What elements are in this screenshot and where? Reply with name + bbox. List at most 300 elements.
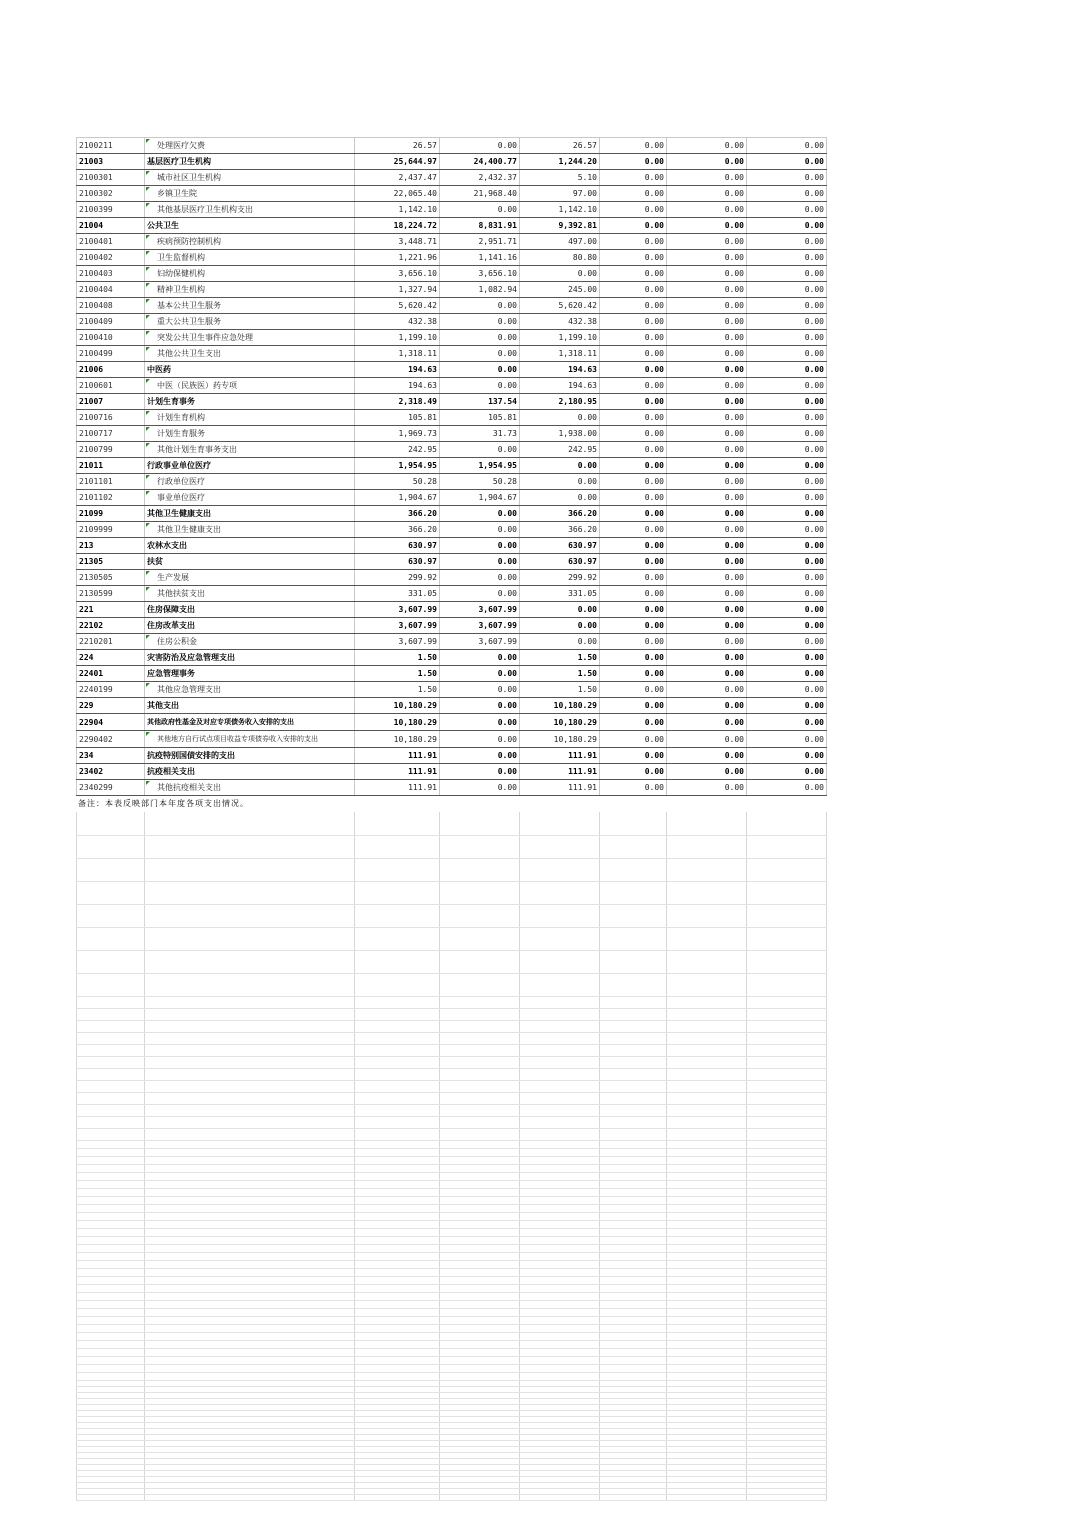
empty-cell[interactable] xyxy=(747,1068,827,1080)
subject-code-cell[interactable]: 21011 xyxy=(77,458,145,474)
empty-cell[interactable] xyxy=(667,1180,747,1188)
empty-cell[interactable] xyxy=(355,1172,440,1180)
empty-cell[interactable] xyxy=(145,1292,355,1300)
amount-cell[interactable]: 0.00 xyxy=(600,748,667,764)
empty-cell[interactable] xyxy=(145,1212,355,1220)
amount-cell[interactable]: 0.00 xyxy=(520,602,600,618)
empty-cell[interactable] xyxy=(145,1324,355,1332)
empty-cell[interactable] xyxy=(145,1140,355,1148)
empty-cell[interactable] xyxy=(747,1244,827,1252)
empty-cell[interactable] xyxy=(77,1300,145,1308)
amount-cell[interactable]: 0.00 xyxy=(747,138,827,154)
subject-code-cell[interactable]: 2100410 xyxy=(77,330,145,346)
empty-cell[interactable] xyxy=(520,1080,600,1092)
amount-cell[interactable]: 0.00 xyxy=(747,346,827,362)
amount-cell[interactable]: 0.00 xyxy=(747,218,827,234)
empty-cell[interactable] xyxy=(667,1156,747,1164)
empty-cell[interactable] xyxy=(355,1332,440,1340)
empty-cell[interactable] xyxy=(440,1348,520,1356)
empty-cell[interactable] xyxy=(355,1020,440,1032)
empty-cell[interactable] xyxy=(600,1212,667,1220)
subject-name-cell[interactable] xyxy=(145,282,355,298)
empty-cell[interactable] xyxy=(77,881,145,904)
empty-cell[interactable] xyxy=(440,1044,520,1056)
empty-cell[interactable] xyxy=(77,1372,145,1380)
amount-cell[interactable]: 0.00 xyxy=(600,666,667,682)
empty-cell[interactable] xyxy=(440,1056,520,1068)
amount-cell[interactable]: 0.00 xyxy=(600,250,667,266)
empty-cell[interactable] xyxy=(520,973,600,996)
empty-cell[interactable] xyxy=(520,1020,600,1032)
amount-cell[interactable]: 0.00 xyxy=(600,650,667,666)
amount-cell[interactable]: 0.00 xyxy=(440,202,520,218)
amount-cell[interactable]: 0.00 xyxy=(600,314,667,330)
empty-cell[interactable] xyxy=(747,1156,827,1164)
subject-name-cell[interactable] xyxy=(145,554,355,570)
empty-cell[interactable] xyxy=(145,1260,355,1268)
amount-cell[interactable]: 0.00 xyxy=(440,538,520,554)
amount-cell[interactable]: 366.20 xyxy=(355,506,440,522)
empty-cell[interactable] xyxy=(667,1356,747,1364)
empty-cell[interactable] xyxy=(520,1204,600,1212)
empty-cell[interactable] xyxy=(440,1284,520,1292)
empty-cell[interactable] xyxy=(440,996,520,1008)
amount-cell[interactable]: 2,437.47 xyxy=(355,170,440,186)
empty-cell[interactable] xyxy=(77,1032,145,1044)
empty-cell[interactable] xyxy=(747,996,827,1008)
empty-cell[interactable] xyxy=(355,812,440,835)
amount-cell[interactable]: 0.00 xyxy=(667,202,747,218)
empty-cell[interactable] xyxy=(667,1056,747,1068)
amount-cell[interactable]: 630.97 xyxy=(520,538,600,554)
empty-cell[interactable] xyxy=(355,1104,440,1116)
empty-cell[interactable] xyxy=(77,1092,145,1104)
empty-cell[interactable] xyxy=(440,1268,520,1276)
subject-code-cell[interactable]: 2240199 xyxy=(77,682,145,698)
subject-name-cell[interactable] xyxy=(145,538,355,554)
empty-cell[interactable] xyxy=(747,1172,827,1180)
amount-cell[interactable]: 1,904.67 xyxy=(440,490,520,506)
empty-cell[interactable] xyxy=(747,1148,827,1156)
amount-cell[interactable]: 105.81 xyxy=(355,410,440,426)
empty-cell[interactable] xyxy=(520,1188,600,1196)
empty-cell[interactable] xyxy=(440,1220,520,1228)
empty-cell[interactable] xyxy=(145,1172,355,1180)
empty-cell[interactable] xyxy=(440,1340,520,1348)
empty-cell[interactable] xyxy=(145,1080,355,1092)
empty-cell[interactable] xyxy=(77,904,145,927)
amount-cell[interactable]: 0.00 xyxy=(667,234,747,250)
empty-cell[interactable] xyxy=(355,1180,440,1188)
empty-cell[interactable] xyxy=(600,1236,667,1244)
amount-cell[interactable]: 0.00 xyxy=(667,218,747,234)
amount-cell[interactable]: 0.00 xyxy=(747,682,827,698)
subject-code-cell[interactable]: 2340299 xyxy=(77,780,145,796)
amount-cell[interactable]: 1,142.10 xyxy=(520,202,600,218)
subject-name-cell[interactable] xyxy=(145,780,355,796)
empty-cell[interactable] xyxy=(520,1308,600,1316)
amount-cell[interactable]: 0.00 xyxy=(747,618,827,634)
empty-cell[interactable] xyxy=(600,1348,667,1356)
amount-cell[interactable]: 1,244.20 xyxy=(520,154,600,170)
empty-cell[interactable] xyxy=(145,1332,355,1340)
empty-cell[interactable] xyxy=(355,1092,440,1104)
amount-cell[interactable]: 242.95 xyxy=(355,442,440,458)
amount-cell[interactable]: 0.00 xyxy=(747,298,827,314)
empty-cell[interactable] xyxy=(77,1056,145,1068)
subject-name-cell[interactable] xyxy=(145,522,355,538)
amount-cell[interactable]: 242.95 xyxy=(520,442,600,458)
empty-cell[interactable] xyxy=(145,1316,355,1324)
empty-cell[interactable] xyxy=(600,812,667,835)
empty-cell[interactable] xyxy=(600,1292,667,1300)
empty-cell[interactable] xyxy=(355,1316,440,1324)
empty-cell[interactable] xyxy=(667,1172,747,1180)
empty-cell[interactable] xyxy=(355,1268,440,1276)
empty-cell[interactable] xyxy=(355,950,440,973)
amount-cell[interactable]: 8,831.91 xyxy=(440,218,520,234)
amount-cell[interactable]: 1,954.95 xyxy=(355,458,440,474)
amount-cell[interactable]: 1.50 xyxy=(520,682,600,698)
amount-cell[interactable]: 245.00 xyxy=(520,282,600,298)
empty-cell[interactable] xyxy=(667,950,747,973)
empty-cell[interactable] xyxy=(520,1172,600,1180)
empty-cell[interactable] xyxy=(667,1252,747,1260)
amount-cell[interactable]: 0.00 xyxy=(600,330,667,346)
empty-cell[interactable] xyxy=(520,1494,600,1500)
empty-cell[interactable] xyxy=(747,1228,827,1236)
empty-cell[interactable] xyxy=(747,1092,827,1104)
empty-cell[interactable] xyxy=(520,1316,600,1324)
empty-cell[interactable] xyxy=(440,1364,520,1372)
amount-cell[interactable]: 5,620.42 xyxy=(520,298,600,314)
empty-cell[interactable] xyxy=(145,881,355,904)
amount-cell[interactable]: 0.00 xyxy=(747,554,827,570)
amount-cell[interactable]: 0.00 xyxy=(440,346,520,362)
subject-name-cell[interactable] xyxy=(145,570,355,586)
subject-name-cell[interactable] xyxy=(145,314,355,330)
amount-cell[interactable]: 0.00 xyxy=(747,442,827,458)
empty-cell[interactable] xyxy=(355,1276,440,1284)
empty-cell[interactable] xyxy=(355,1196,440,1204)
empty-cell[interactable] xyxy=(520,1196,600,1204)
empty-cell[interactable] xyxy=(355,1128,440,1140)
empty-cell[interactable] xyxy=(440,881,520,904)
amount-cell[interactable]: 25,644.97 xyxy=(355,154,440,170)
empty-cell[interactable] xyxy=(355,1292,440,1300)
empty-cell[interactable] xyxy=(77,1268,145,1276)
empty-cell[interactable] xyxy=(520,1092,600,1104)
empty-cell[interactable] xyxy=(667,881,747,904)
amount-cell[interactable]: 3,607.99 xyxy=(355,618,440,634)
amount-cell[interactable]: 0.00 xyxy=(600,170,667,186)
amount-cell[interactable]: 0.00 xyxy=(667,650,747,666)
empty-cell[interactable] xyxy=(747,1252,827,1260)
subject-code-cell[interactable]: 2100499 xyxy=(77,346,145,362)
empty-cell[interactable] xyxy=(145,1032,355,1044)
empty-cell[interactable] xyxy=(145,1116,355,1128)
amount-cell[interactable]: 0.00 xyxy=(747,170,827,186)
amount-cell[interactable]: 0.00 xyxy=(747,474,827,490)
empty-cell[interactable] xyxy=(77,1148,145,1156)
subject-name-cell[interactable] xyxy=(145,490,355,506)
empty-cell[interactable] xyxy=(667,1364,747,1372)
empty-cell[interactable] xyxy=(747,1032,827,1044)
empty-cell[interactable] xyxy=(747,1316,827,1324)
amount-cell[interactable]: 0.00 xyxy=(440,506,520,522)
empty-cell[interactable] xyxy=(77,1356,145,1364)
empty-cell[interactable] xyxy=(667,1032,747,1044)
amount-cell[interactable]: 0.00 xyxy=(667,330,747,346)
empty-cell[interactable] xyxy=(145,1148,355,1156)
amount-cell[interactable]: 10,180.29 xyxy=(355,698,440,714)
empty-cell[interactable] xyxy=(747,1056,827,1068)
empty-cell[interactable] xyxy=(520,1364,600,1372)
subject-code-cell[interactable]: 2100399 xyxy=(77,202,145,218)
subject-code-cell[interactable]: 22401 xyxy=(77,666,145,682)
empty-cell[interactable] xyxy=(77,1494,145,1500)
empty-cell[interactable] xyxy=(600,858,667,881)
amount-cell[interactable]: 0.00 xyxy=(747,394,827,410)
amount-cell[interactable]: 0.00 xyxy=(440,650,520,666)
amount-cell[interactable]: 0.00 xyxy=(667,748,747,764)
empty-cell[interactable] xyxy=(667,1008,747,1020)
amount-cell[interactable]: 0.00 xyxy=(520,618,600,634)
amount-cell[interactable]: 0.00 xyxy=(600,458,667,474)
empty-cell[interactable] xyxy=(520,1372,600,1380)
empty-cell[interactable] xyxy=(747,1220,827,1228)
empty-cell[interactable] xyxy=(145,996,355,1008)
amount-cell[interactable]: 0.00 xyxy=(600,714,667,731)
subject-code-cell[interactable]: 22102 xyxy=(77,618,145,634)
amount-cell[interactable]: 0.00 xyxy=(600,138,667,154)
empty-cell[interactable] xyxy=(747,1116,827,1128)
empty-cell[interactable] xyxy=(355,1116,440,1128)
empty-cell[interactable] xyxy=(747,812,827,835)
empty-cell[interactable] xyxy=(520,1324,600,1332)
empty-cell[interactable] xyxy=(520,1104,600,1116)
amount-cell[interactable]: 0.00 xyxy=(600,346,667,362)
empty-cell[interactable] xyxy=(520,1228,600,1236)
empty-cell[interactable] xyxy=(145,1020,355,1032)
amount-cell[interactable]: 111.91 xyxy=(520,780,600,796)
empty-cell[interactable] xyxy=(747,1268,827,1276)
amount-cell[interactable]: 630.97 xyxy=(355,554,440,570)
amount-cell[interactable]: 0.00 xyxy=(747,714,827,731)
subject-name-cell[interactable] xyxy=(145,218,355,234)
empty-cell[interactable] xyxy=(440,1156,520,1164)
amount-cell[interactable]: 0.00 xyxy=(747,234,827,250)
subject-name-cell[interactable] xyxy=(145,186,355,202)
amount-cell[interactable]: 630.97 xyxy=(520,554,600,570)
empty-cell[interactable] xyxy=(600,1020,667,1032)
empty-cell[interactable] xyxy=(77,1316,145,1324)
empty-cell[interactable] xyxy=(600,1180,667,1188)
empty-cell[interactable] xyxy=(667,1196,747,1204)
subject-name-cell[interactable] xyxy=(145,586,355,602)
amount-cell[interactable]: 0.00 xyxy=(600,522,667,538)
amount-cell[interactable]: 97.00 xyxy=(520,186,600,202)
empty-cell[interactable] xyxy=(77,1340,145,1348)
empty-cell[interactable] xyxy=(77,1156,145,1164)
empty-cell[interactable] xyxy=(355,858,440,881)
empty-cell[interactable] xyxy=(600,1494,667,1500)
empty-cell[interactable] xyxy=(440,1164,520,1172)
subject-code-cell[interactable]: 2100401 xyxy=(77,234,145,250)
empty-cell[interactable] xyxy=(667,1236,747,1244)
subject-code-cell[interactable]: 21099 xyxy=(77,506,145,522)
amount-cell[interactable]: 0.00 xyxy=(600,554,667,570)
empty-cell[interactable] xyxy=(600,927,667,950)
amount-cell[interactable]: 0.00 xyxy=(600,780,667,796)
empty-cell[interactable] xyxy=(600,1316,667,1324)
amount-cell[interactable]: 0.00 xyxy=(600,298,667,314)
empty-cell[interactable] xyxy=(600,996,667,1008)
empty-cell[interactable] xyxy=(667,1268,747,1276)
amount-cell[interactable]: 0.00 xyxy=(440,554,520,570)
empty-cell[interactable] xyxy=(747,1164,827,1172)
amount-cell[interactable]: 331.05 xyxy=(355,586,440,602)
amount-cell[interactable]: 0.00 xyxy=(747,330,827,346)
amount-cell[interactable]: 111.91 xyxy=(520,748,600,764)
empty-cell[interactable] xyxy=(355,1364,440,1372)
empty-cell[interactable] xyxy=(440,904,520,927)
empty-cell[interactable] xyxy=(520,1056,600,1068)
empty-cell[interactable] xyxy=(600,1068,667,1080)
amount-cell[interactable]: 0.00 xyxy=(600,154,667,170)
amount-cell[interactable]: 0.00 xyxy=(440,682,520,698)
subject-code-cell[interactable]: 21006 xyxy=(77,362,145,378)
amount-cell[interactable]: 0.00 xyxy=(747,666,827,682)
empty-cell[interactable] xyxy=(600,1164,667,1172)
empty-cell[interactable] xyxy=(77,1276,145,1284)
empty-cell[interactable] xyxy=(440,1188,520,1196)
empty-cell[interactable] xyxy=(600,1188,667,1196)
amount-cell[interactable]: 0.00 xyxy=(747,748,827,764)
amount-cell[interactable]: 366.20 xyxy=(520,506,600,522)
empty-cell[interactable] xyxy=(600,1372,667,1380)
empty-cell[interactable] xyxy=(145,1372,355,1380)
amount-cell[interactable]: 0.00 xyxy=(667,458,747,474)
empty-cell[interactable] xyxy=(145,1252,355,1260)
empty-cell[interactable] xyxy=(520,1164,600,1172)
empty-cell[interactable] xyxy=(667,1104,747,1116)
amount-cell[interactable]: 1,954.95 xyxy=(440,458,520,474)
amount-cell[interactable]: 0.00 xyxy=(747,586,827,602)
subject-name-cell[interactable] xyxy=(145,506,355,522)
empty-cell[interactable] xyxy=(145,1228,355,1236)
amount-cell[interactable]: 0.00 xyxy=(747,154,827,170)
empty-cell[interactable] xyxy=(440,927,520,950)
empty-cell[interactable] xyxy=(77,1020,145,1032)
empty-cell[interactable] xyxy=(77,1172,145,1180)
amount-cell[interactable]: 1,142.10 xyxy=(355,202,440,218)
empty-cell[interactable] xyxy=(667,1276,747,1284)
empty-cell[interactable] xyxy=(355,1188,440,1196)
subject-code-cell[interactable]: 2290402 xyxy=(77,731,145,748)
empty-cell[interactable] xyxy=(440,1300,520,1308)
empty-cell[interactable] xyxy=(520,1268,600,1276)
amount-cell[interactable]: 0.00 xyxy=(440,298,520,314)
amount-cell[interactable]: 26.57 xyxy=(355,138,440,154)
empty-cell[interactable] xyxy=(667,1228,747,1236)
empty-cell[interactable] xyxy=(667,1284,747,1292)
subject-code-cell[interactable]: 2210201 xyxy=(77,634,145,650)
amount-cell[interactable]: 0.00 xyxy=(667,314,747,330)
empty-cell[interactable] xyxy=(667,927,747,950)
empty-cell[interactable] xyxy=(520,1220,600,1228)
amount-cell[interactable]: 0.00 xyxy=(440,731,520,748)
amount-cell[interactable]: 0.00 xyxy=(440,522,520,538)
empty-cell[interactable] xyxy=(77,835,145,858)
empty-cell[interactable] xyxy=(747,1300,827,1308)
subject-code-cell[interactable]: 2100601 xyxy=(77,378,145,394)
subject-name-cell[interactable] xyxy=(145,154,355,170)
amount-cell[interactable]: 0.00 xyxy=(667,554,747,570)
empty-cell[interactable] xyxy=(520,1244,600,1252)
empty-cell[interactable] xyxy=(440,1172,520,1180)
empty-cell[interactable] xyxy=(355,1372,440,1380)
amount-cell[interactable]: 22,065.40 xyxy=(355,186,440,202)
amount-cell[interactable]: 1,318.11 xyxy=(355,346,440,362)
subject-name-cell[interactable] xyxy=(145,442,355,458)
empty-cell[interactable] xyxy=(600,1044,667,1056)
amount-cell[interactable]: 0.00 xyxy=(600,378,667,394)
empty-cell[interactable] xyxy=(520,1340,600,1348)
amount-cell[interactable]: 0.00 xyxy=(747,250,827,266)
empty-cell[interactable] xyxy=(667,1244,747,1252)
amount-cell[interactable]: 0.00 xyxy=(667,410,747,426)
empty-cell[interactable] xyxy=(145,1244,355,1252)
amount-cell[interactable]: 0.00 xyxy=(747,186,827,202)
empty-cell[interactable] xyxy=(145,1220,355,1228)
empty-cell[interactable] xyxy=(667,1116,747,1128)
empty-cell[interactable] xyxy=(145,1092,355,1104)
amount-cell[interactable]: 0.00 xyxy=(520,474,600,490)
empty-cell[interactable] xyxy=(747,1104,827,1116)
amount-cell[interactable]: 194.63 xyxy=(520,378,600,394)
empty-cell[interactable] xyxy=(667,1300,747,1308)
subject-code-cell[interactable]: 2130599 xyxy=(77,586,145,602)
subject-code-cell[interactable]: 2101101 xyxy=(77,474,145,490)
amount-cell[interactable]: 0.00 xyxy=(440,698,520,714)
empty-cell[interactable] xyxy=(600,835,667,858)
subject-name-cell[interactable] xyxy=(145,650,355,666)
empty-cell[interactable] xyxy=(440,1260,520,1268)
amount-cell[interactable]: 432.38 xyxy=(520,314,600,330)
amount-cell[interactable]: 0.00 xyxy=(667,780,747,796)
empty-cell[interactable] xyxy=(77,1284,145,1292)
amount-cell[interactable]: 0.00 xyxy=(747,266,827,282)
amount-cell[interactable]: 0.00 xyxy=(667,378,747,394)
empty-cell[interactable] xyxy=(145,1164,355,1172)
empty-cell[interactable] xyxy=(747,1308,827,1316)
empty-cell[interactable] xyxy=(145,835,355,858)
empty-cell[interactable] xyxy=(355,1356,440,1364)
amount-cell[interactable]: 0.00 xyxy=(600,394,667,410)
amount-cell[interactable]: 0.00 xyxy=(667,250,747,266)
empty-cell[interactable] xyxy=(77,1188,145,1196)
amount-cell[interactable]: 0.00 xyxy=(440,570,520,586)
empty-cell[interactable] xyxy=(355,881,440,904)
subject-code-cell[interactable]: 2100302 xyxy=(77,186,145,202)
empty-cell[interactable] xyxy=(600,950,667,973)
amount-cell[interactable]: 0.00 xyxy=(440,138,520,154)
empty-cell[interactable] xyxy=(747,1044,827,1056)
empty-cell[interactable] xyxy=(667,1068,747,1080)
amount-cell[interactable]: 2,432.37 xyxy=(440,170,520,186)
subject-name-cell[interactable] xyxy=(145,266,355,282)
